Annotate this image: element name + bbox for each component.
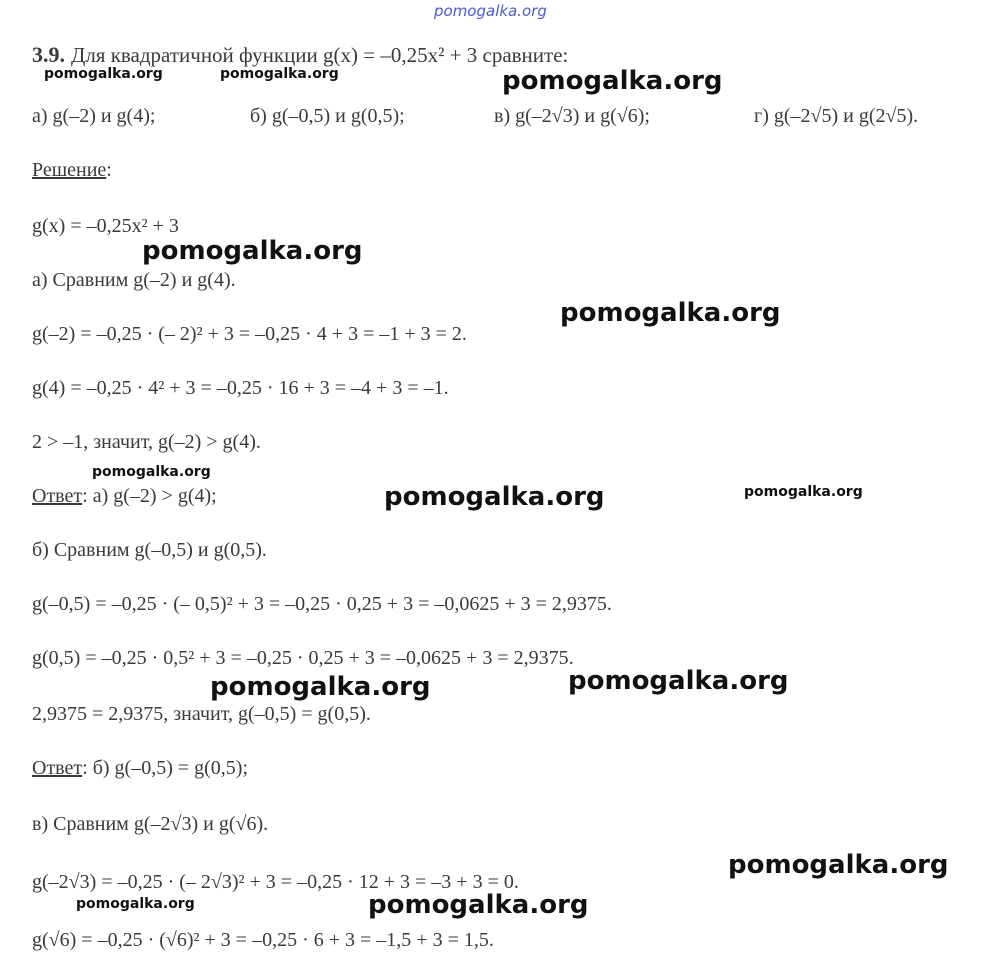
option-c: в) g(–2√3) и g(√6); — [494, 105, 650, 127]
solution-heading: Решение: — [32, 159, 112, 181]
watermark: pomogalka.org — [76, 896, 195, 912]
watermark: pomogalka.org — [744, 484, 863, 500]
part-a-line-3: 2 > –1, значит, g(–2) > g(4). — [32, 431, 261, 453]
watermark: pomogalka.org — [384, 482, 605, 512]
problem-number: 3.9. — [32, 42, 65, 67]
part-a-heading: а) Сравним g(–2) и g(4). — [32, 269, 236, 291]
part-b-line-1: g(–0,5) = –0,25 · (– 0,5)² + 3 = –0,25 · 0,25 + 3 = –0,0625 + 3 = 2,9375. — [32, 593, 612, 615]
answer-label: Ответ — [32, 485, 83, 507]
function-line: g(x) = –0,25x² + 3 — [32, 215, 179, 237]
option-d: г) g(–2√5) и g(2√5). — [754, 105, 919, 127]
answer-label: Ответ — [32, 757, 83, 779]
solution-label: Решение — [32, 159, 107, 181]
part-c-line-1: g(–2√3) = –0,25 · (– 2√3)² + 3 = –0,25 · 12 + 3 = –3 + 3 = 0. — [32, 871, 519, 893]
option-b: б) g(–0,5) и g(0,5); — [250, 105, 405, 127]
watermark: pomogalka.org — [210, 672, 431, 702]
answer-b: Ответ: б) g(–0,5) = g(0,5); — [32, 757, 249, 779]
watermark: pomogalka.org — [502, 66, 723, 96]
problem-statement: Для квадратичной функции g(x) = –0,25x² + 3 сравните: — [71, 43, 569, 67]
watermark: pomogalka.org — [560, 298, 781, 328]
watermark: pomogalka.org — [92, 464, 211, 480]
part-b-line-2: g(0,5) = –0,25 · 0,5² + 3 = –0,25 · 0,25 + 3 = –0,0625 + 3 = 2,9375. — [32, 647, 574, 669]
part-c-heading: в) Сравним g(–2√3) и g(√6). — [32, 813, 269, 835]
part-a-line-1: g(–2) = –0,25 · (– 2)² + 3 = –0,25 · 4 + 3 = –1 + 3 = 2. — [32, 323, 467, 345]
part-b-heading: б) Сравним g(–0,5) и g(0,5). — [32, 539, 267, 561]
watermark: pomogalka.org — [368, 890, 589, 920]
problem-title — [32, 42, 568, 68]
option-a: а) g(–2) и g(4); — [32, 105, 156, 127]
watermark: pomogalka.org — [220, 66, 339, 82]
watermark-top: pomogalka.org — [434, 2, 547, 20]
watermark: pomogalka.org — [568, 666, 789, 696]
watermark: pomogalka.org — [44, 66, 163, 82]
answer-a: Ответ: а) g(–2) > g(4); — [32, 485, 217, 507]
part-c-line-2: g(√6) = –0,25 · (√6)² + 3 = –0,25 · 6 + 3 = –1,5 + 3 = 1,5. — [32, 929, 494, 951]
part-b-line-3: 2,9375 = 2,9375, значит, g(–0,5) = g(0,5). — [32, 703, 371, 725]
watermark: pomogalka.org — [728, 850, 949, 880]
part-a-line-2: g(4) = –0,25 · 4² + 3 = –0,25 · 16 + 3 = –4 + 3 = –1. — [32, 377, 449, 399]
watermark: pomogalka.org — [142, 236, 363, 266]
